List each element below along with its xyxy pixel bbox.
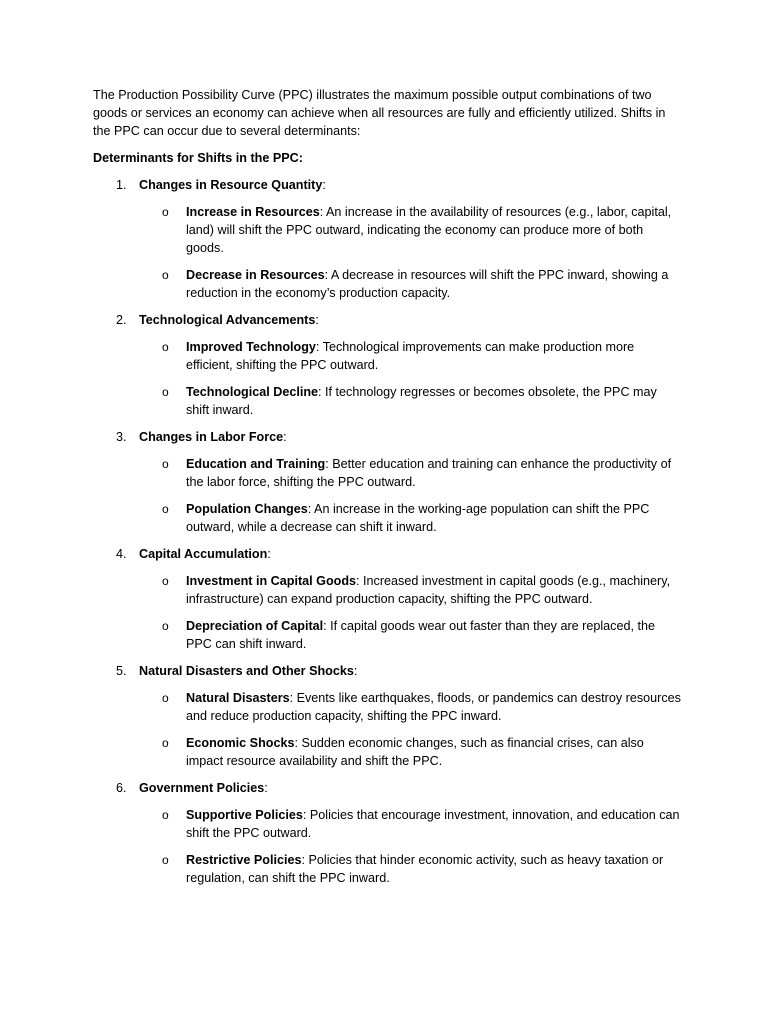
list-item-colon: : bbox=[353, 664, 358, 678]
sub-item-label: Technological Decline bbox=[186, 385, 319, 399]
list-item-title bbox=[93, 545, 683, 563]
list-item-colon: : bbox=[322, 178, 326, 192]
sub-item-label: Supportive Policies bbox=[186, 808, 303, 822]
sub-list-item bbox=[93, 338, 683, 374]
list-item-colon: : bbox=[283, 430, 287, 444]
sub-list bbox=[93, 338, 683, 419]
list-item bbox=[93, 311, 683, 419]
sub-list-item bbox=[93, 455, 683, 491]
determinants-list bbox=[93, 176, 683, 887]
sub-list-item bbox=[93, 806, 683, 842]
sub-list bbox=[93, 455, 683, 536]
sub-list-item bbox=[93, 851, 683, 887]
sub-item-text: : Technological improvements can make production more efficient, shifting the PPC outward. bbox=[186, 340, 635, 372]
list-number: 1. bbox=[116, 178, 127, 192]
section-heading: Determinants for Shifts in the PPC: bbox=[93, 151, 303, 165]
sub-item-label: Improved Technology bbox=[186, 340, 316, 354]
bullet-icon: o bbox=[162, 736, 169, 750]
sub-item-text: : Events like earthquakes, floods, or pandemics can destroy resources and reduce production capacity, shifting the PPC inward. bbox=[186, 691, 681, 723]
list-item-colon: : bbox=[315, 313, 319, 327]
list-item-label: Technological Advancements bbox=[139, 313, 316, 327]
sub-item-label: Restrictive Policies bbox=[186, 853, 302, 867]
list-number: 6. bbox=[116, 781, 127, 795]
sub-list-item bbox=[93, 689, 683, 725]
list-item-label: Changes in Resource Quantity bbox=[139, 178, 323, 192]
list-item-colon: : bbox=[267, 547, 271, 561]
sub-list bbox=[93, 572, 683, 653]
sub-item-text: : If technology regresses or becomes obsolete, the PPC may shift inward. bbox=[186, 385, 657, 417]
bullet-icon: o bbox=[162, 808, 169, 822]
sub-item-label: Population Changes bbox=[186, 502, 308, 516]
sub-item-text: : Policies that hinder economic activity, such as heavy taxation or regulation, can shift the PPC inward. bbox=[186, 853, 664, 885]
sub-item-text: : A decrease in resources will shift the PPC inward, showing a reduction in the economy’s production capacity. bbox=[186, 268, 669, 300]
list-item bbox=[93, 428, 683, 536]
bullet-icon: o bbox=[162, 385, 169, 399]
sub-item-text: : Increased investment in capital goods (e.g., machinery, infrastructure) can expand production capacity, shifting the PPC outward. bbox=[186, 574, 671, 606]
bullet-icon: o bbox=[162, 205, 169, 219]
list-item-title bbox=[93, 176, 683, 194]
intro-paragraph: The Production Possibility Curve (PPC) illustrates the maximum possible output combinations of two goods or services an economy can achieve when all resources are fully and efficiently utilized. Shifts in the PPC can occur due to several determinants: bbox=[93, 88, 666, 138]
list-number: 5. bbox=[116, 664, 127, 678]
sub-list-item bbox=[93, 734, 683, 770]
bullet-icon: o bbox=[162, 340, 169, 354]
bullet-icon: o bbox=[162, 502, 169, 516]
sub-list bbox=[93, 689, 683, 770]
document-page bbox=[93, 86, 683, 896]
sub-item-label: Economic Shocks bbox=[186, 736, 295, 750]
sub-list bbox=[93, 806, 683, 887]
list-item-label: Capital Accumulation bbox=[139, 547, 268, 561]
list-item-title bbox=[93, 779, 683, 797]
list-number: 4. bbox=[116, 547, 127, 561]
bullet-icon: o bbox=[162, 853, 169, 867]
sub-item-label: Increase in Resources bbox=[186, 205, 320, 219]
list-item-label: Changes in Labor Force bbox=[139, 430, 284, 444]
sub-item-text: : An increase in the working-age population can shift the PPC outward, while a decrease can shift it inward. bbox=[186, 502, 650, 534]
sub-item-text: : An increase in the availability of resources (e.g., labor, capital, land) will shift the PPC outward, indicating the economy can produce more of both goods. bbox=[186, 205, 672, 255]
list-item-label: Natural Disasters and Other Shocks bbox=[139, 664, 354, 678]
bullet-icon: o bbox=[162, 691, 169, 705]
list-number: 2. bbox=[116, 313, 127, 327]
list-item-label: Government Policies bbox=[139, 781, 265, 795]
sub-item-label: Natural Disasters bbox=[186, 691, 290, 705]
bullet-icon: o bbox=[162, 457, 169, 471]
sub-item-text: : Better education and training can enhance the productivity of the labor force, shifting the PPC outward. bbox=[186, 457, 672, 489]
list-item-colon: : bbox=[264, 781, 268, 795]
list-item bbox=[93, 779, 683, 887]
sub-item-label: Depreciation of Capital bbox=[186, 619, 324, 633]
sub-item-text: : Policies that encourage investment, innovation, and education can shift the PPC outward. bbox=[186, 808, 680, 840]
sub-item-label: Education and Training bbox=[186, 457, 326, 471]
list-item-title bbox=[93, 311, 683, 329]
list-item bbox=[93, 662, 683, 770]
bullet-icon: o bbox=[162, 268, 169, 282]
bullet-icon: o bbox=[162, 574, 169, 588]
sub-list-item bbox=[93, 617, 683, 653]
sub-item-text: : Sudden economic changes, such as financial crises, can also impact resource availability and shift the PPC. bbox=[186, 736, 644, 768]
sub-list-item bbox=[93, 500, 683, 536]
list-number: 3. bbox=[116, 430, 127, 444]
list-item-title bbox=[93, 662, 683, 680]
sub-item-label: Decrease in Resources bbox=[186, 268, 325, 282]
list-item-title bbox=[93, 428, 683, 446]
list-item bbox=[93, 545, 683, 653]
list-item bbox=[93, 176, 683, 302]
sub-item-label: Investment in Capital Goods bbox=[186, 574, 357, 588]
sub-item-text: : If capital goods wear out faster than they are replaced, the PPC can shift inward. bbox=[186, 619, 655, 651]
sub-list bbox=[93, 203, 683, 302]
sub-list-item bbox=[93, 266, 683, 302]
sub-list-item bbox=[93, 383, 683, 419]
sub-list-item bbox=[93, 203, 683, 257]
bullet-icon: o bbox=[162, 619, 169, 633]
sub-list-item bbox=[93, 572, 683, 608]
